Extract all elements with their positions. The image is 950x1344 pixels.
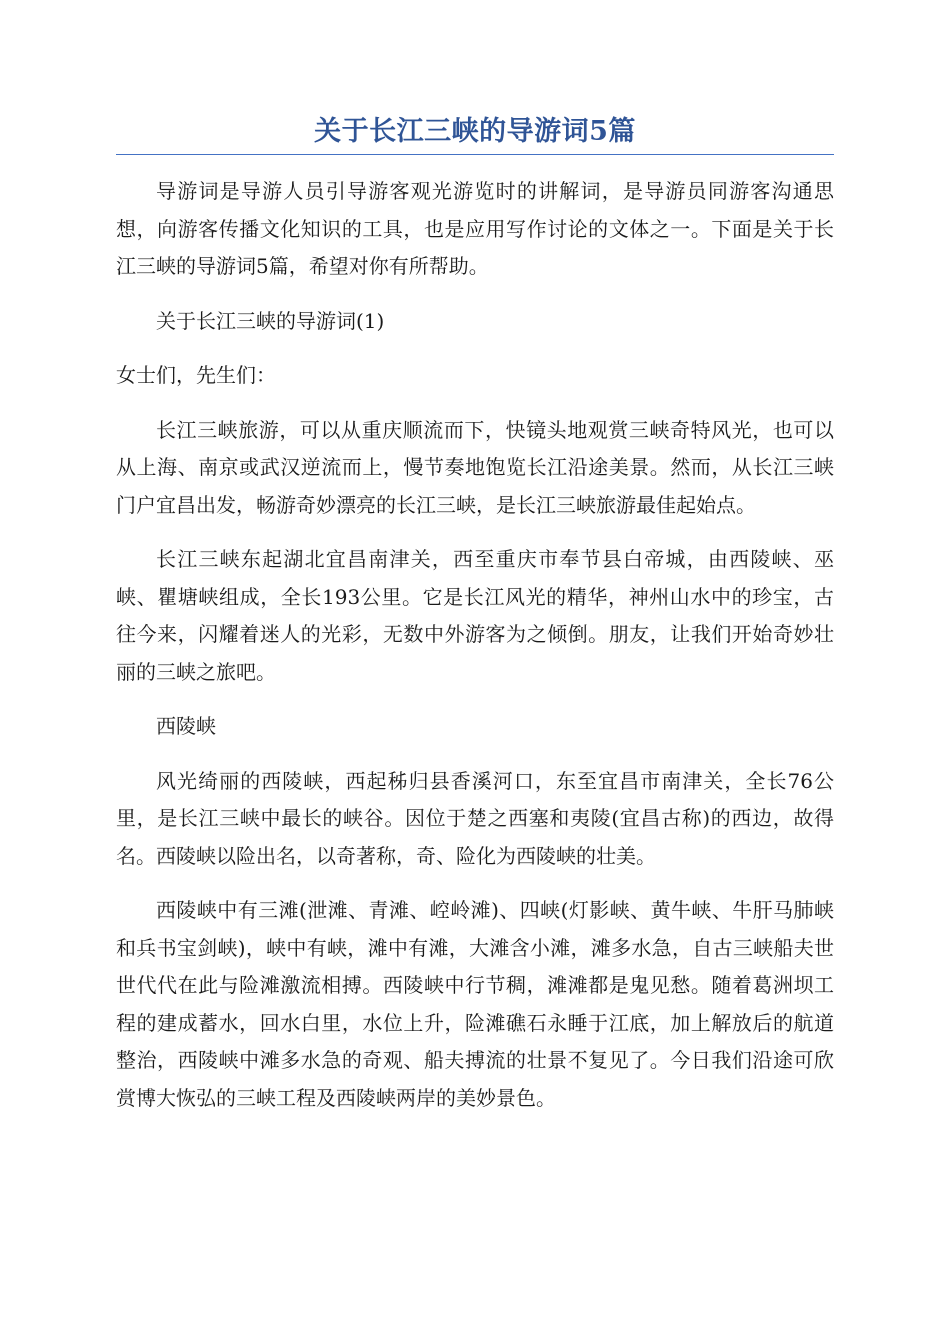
body-paragraph: 长江三峡东起湖北宜昌南津关，西至重庆市奉节县白帝城，由西陵峡、巫峡、瞿塘峡组成，全长193公里。它是长江风光的精华，神州山水中的珍宝，古往今来，闪耀着迷人的光彩，无数中外游客为之倾倒。朋友，让我们开始奇妙壮丽的三峡之旅吧。: [116, 547, 834, 684]
greeting-paragraph: 女士们，先生们：: [116, 363, 276, 387]
body-paragraph: 长江三峡旅游，可以从重庆顺流而下，快镜头地观赏三峡奇特风光，也可以从上海、南京或武汉逆流而上，慢节奏地饱览长江沿途美景。然而，从长江三峡门户宜昌出发，畅游奇妙漂亮的长江三峡，是长江三峡旅游最佳起始点。: [116, 417, 834, 517]
intro-paragraph: 导游词是导游人员引导游客观光游览时的讲解词，是导游员同游客沟通思想，向游客传播文化知识的工具，也是应用写作讨论的文体之一。下面是关于长江三峡的导游词5篇，希望对你有所帮助。: [116, 179, 834, 278]
body-paragraph: 西陵峡中有三滩(泄滩、青滩、崆岭滩)、四峡(灯影峡、黄牛峡、牛肝马肺峡和兵书宝剑峡)，峡中有峡，滩中有滩，大滩含小滩，滩多水急，自古三峡船夫世世代代在此与险滩激流相搏。西陵峡中行节稠，滩滩都是鬼见愁。随着葛洲坝工程的建成蓄水，回水白里，水位上升，险滩礁石永睡于江底，加上解放后的航道整治，西陵峡中滩多水急的奇观、船夫搏流的壮景不复见了。今日我们沿途可欣赏博大恢弘的三峡工程及西陵峡两岸的美妙景色。: [116, 898, 834, 1110]
body-paragraph: 风光绮丽的西陵峡，西起秭归县香溪河口，东至宜昌市南津关，全长76公里，是长江三峡中最长的峡谷。因位于楚之西塞和夷陵(宜昌古称)的西边，故得名。西陵峡以险出名，以奇著称，奇、险化为西陵峡的壮美。: [116, 768, 834, 868]
subsection-heading: 西陵峡: [156, 714, 216, 738]
document-title: 关于长江三峡的导游词5篇: [116, 112, 834, 155]
document-page: [116, 112, 834, 1134]
section-heading: 关于长江三峡的导游词(1): [156, 308, 385, 333]
